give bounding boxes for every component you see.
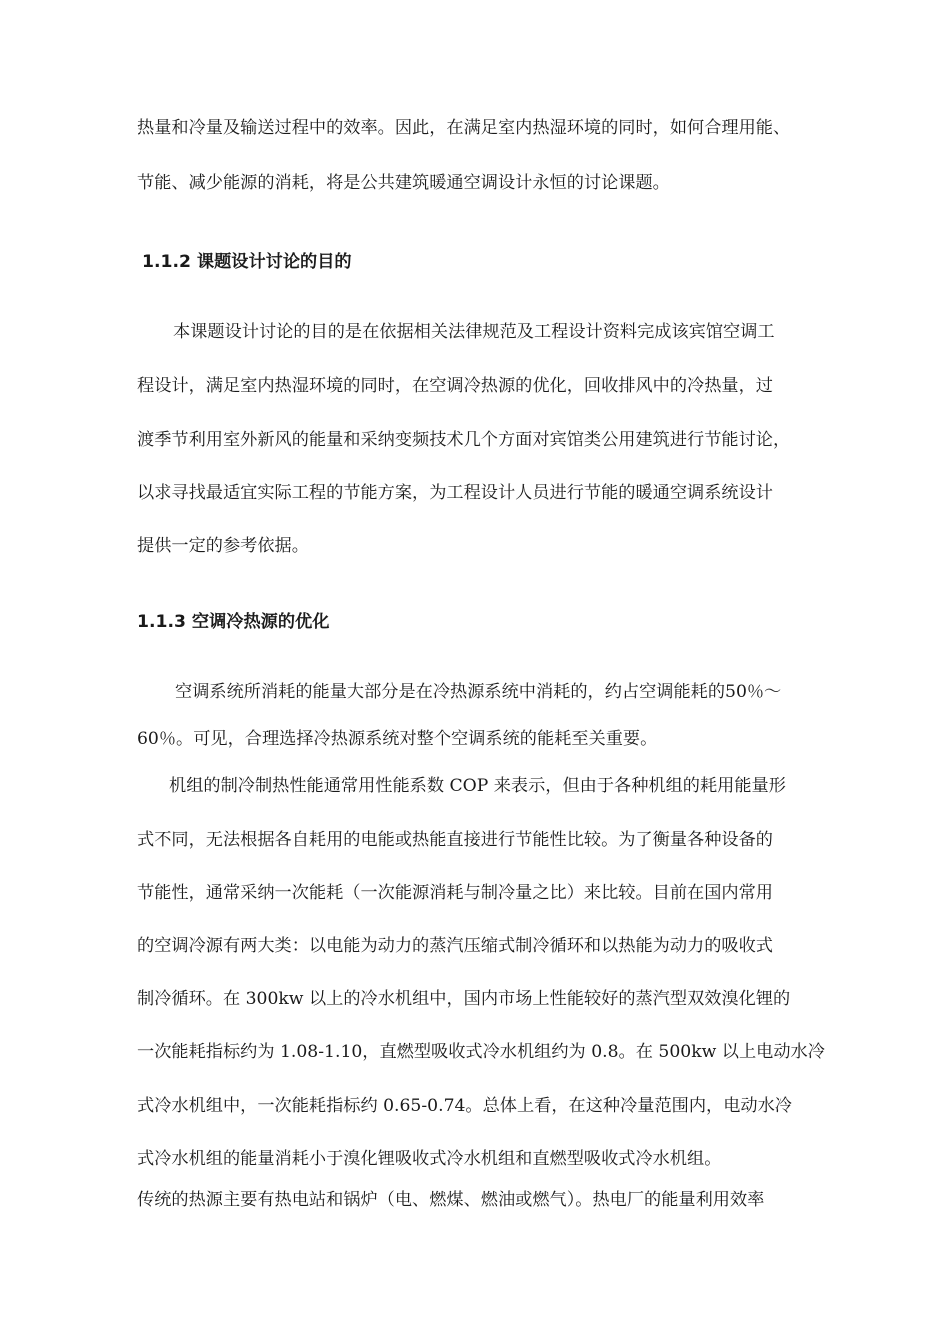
s113-p2-line-4: 的空调冷源有两大类：以电能为动力的蒸汽压缩式制冷循环和以热能为动力的吸收式 xyxy=(137,936,773,956)
s112-line-3: 渡季节利用室外新风的能量和采纳变频技术几个方面对宾馆类公用建筑进行节能讨论， xyxy=(137,430,791,450)
s113-p1-line-2: 60％。可见，合理选择冷热源系统对整个空调系统的能耗至关重要。 xyxy=(137,729,658,749)
s113-p2-line-3: 节能性，通常采纳一次能耗（一次能源消耗与制冷量之比）来比较。目前在国内常用 xyxy=(137,883,773,903)
s113-p1-line-1: 空调系统所消耗的能量大部分是在冷热源系统中消耗的，约占空调能耗的50％～ xyxy=(175,682,782,702)
intro-line-2: 节能、减少能源的消耗，将是公共建筑暖通空调设计永恒的讨论课题。 xyxy=(137,173,670,193)
s113-p2-line-7: 式冷水机组中，一次能耗指标约 0.65-0.74。总体上看，在这种冷量范围内，电动水冷 xyxy=(137,1096,792,1116)
s113-p2-line-8: 式冷水机组的能量消耗小于溴化锂吸收式冷水机组和直燃型吸收式冷水机组。 xyxy=(137,1149,722,1169)
s112-line-5: 提供一定的参考依据。 xyxy=(137,536,309,556)
intro-line-1: 热量和冷量及输送过程中的效率。因此，在满足室内热湿环境的同时，如何合理用能、 xyxy=(137,118,791,138)
s112-line-1: 本课题设计讨论的目的是在依据相关法律规范及工程设计资料完成该宾馆空调工 xyxy=(173,322,775,342)
s113-p2-line-6: 一次能耗指标约为 1.08-1.10，直燃型吸收式冷水机组约为 0.8。在 500kw 以上电动水冷 xyxy=(137,1042,825,1062)
s113-p2-line-1: 机组的制冷制热性能通常用性能系数 COP 来表示，但由于各种机组的耗用能量形 xyxy=(169,776,786,796)
s112-line-4: 以求寻找最适宜实际工程的节能方案，为工程设计人员进行节能的暖通空调系统设计 xyxy=(137,483,773,503)
s113-p3-line-1: 传统的热源主要有热电站和锅炉（电、燃煤、燃油或燃气）。热电厂的能量利用效率 xyxy=(137,1190,765,1210)
s112-line-2: 程设计，满足室内热湿环境的同时，在空调冷热源的优化，回收排风中的冷热量，过 xyxy=(137,376,773,396)
s113-p2-line-5: 制冷循环。在 300kw 以上的冷水机组中，国内市场上性能较好的蒸汽型双效溴化锂的 xyxy=(137,989,791,1009)
section-heading-1-1-3: 1.1.3 空调冷热源的优化 xyxy=(137,612,330,632)
s113-p2-line-2: 式不同，无法根据各自耗用的电能或热能直接进行节能性比较。为了衡量各种设备的 xyxy=(137,830,773,850)
section-heading-1-1-2: 1.1.2 课题设计讨论的目的 xyxy=(142,252,352,272)
